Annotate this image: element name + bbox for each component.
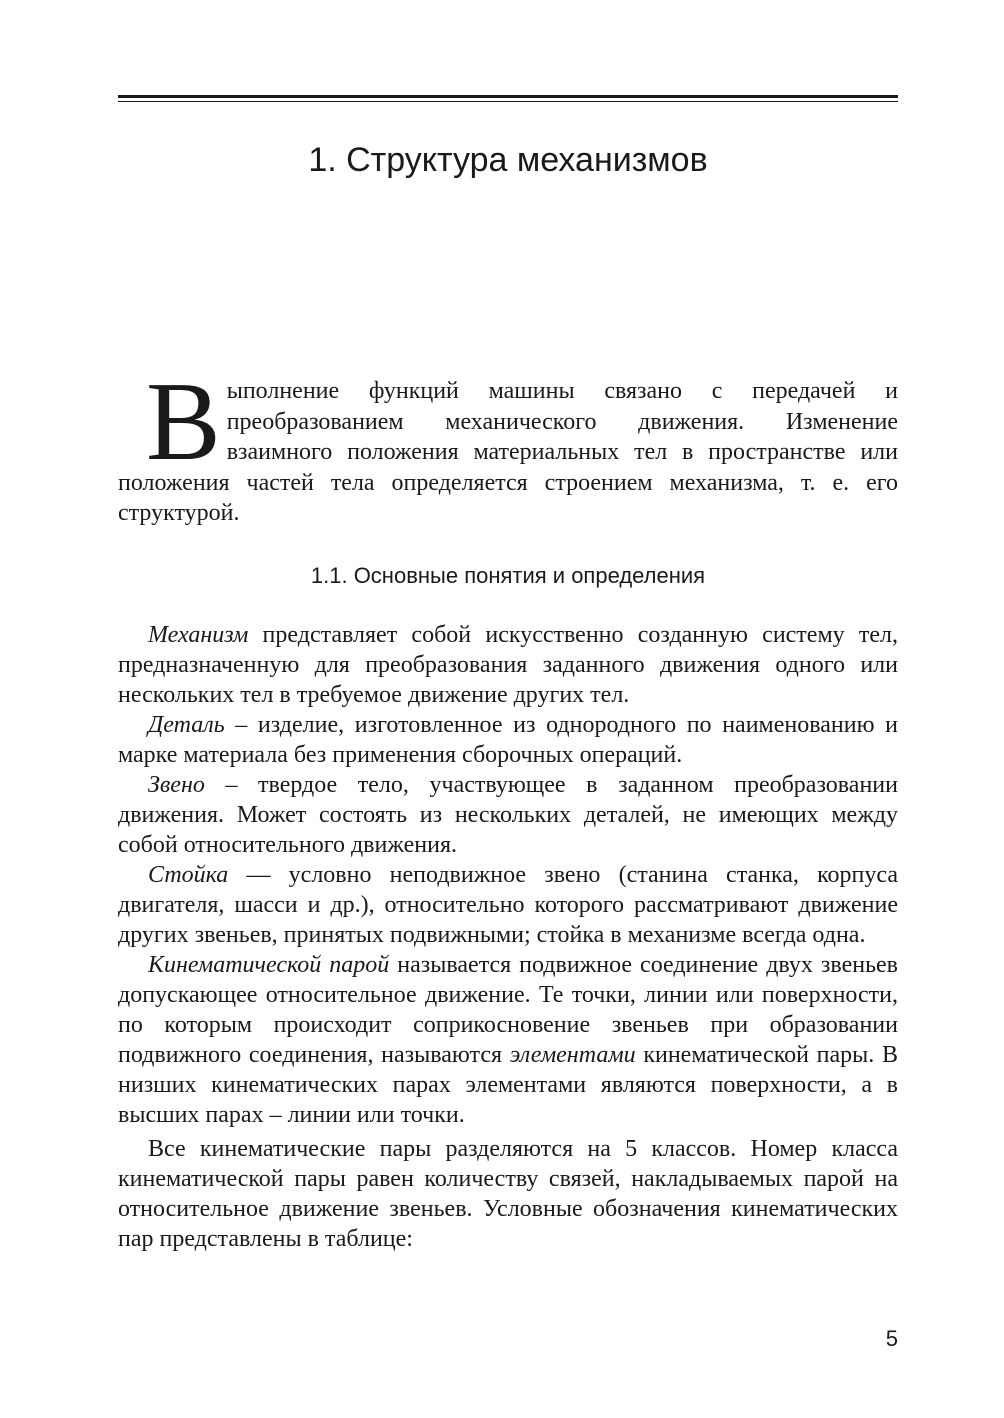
term: Стойка (148, 862, 229, 888)
definition-text: называется подвижное соединение двух звеньев допускающее относительное движение. Те точки, линии или поверхности, по которым происходит соприкосновение звеньев при образовании подвижного соединения, называются (118, 952, 898, 1068)
definition-kinematic-pair (118, 950, 898, 1130)
term: Кинематической парой (148, 952, 390, 978)
term: Деталь (148, 712, 225, 738)
intro-paragraph (118, 360, 898, 529)
header-rule-thick (118, 95, 898, 98)
term: элементами (509, 1042, 636, 1068)
term: Механизм (148, 622, 249, 648)
drop-cap: В (146, 360, 221, 484)
definition-mechanism (118, 620, 898, 710)
intro-text: ыполнение функций машины связано с передачей и преобразованием механического движения. Изменение взаимного положения материальных тел в пространстве или положения частей тела определяется строением механизма, т. е. его структурой. (118, 378, 898, 526)
classes-paragraph: Все кинематические пары разделяются на 5 классов. Номер класса кинематической пары равен количеству связей, накладываемых парой на относительное движение звеньев. Условные обозначения кинематических пар представлены в таблице: (118, 1136, 898, 1252)
definition-text: – изделие, изготовленное из однородного по наименованию и марке материала без применения сборочных операций. (118, 712, 898, 768)
term: Звено (148, 772, 205, 798)
definition-text: кинематической пары. В низших кинематических парах элементами являются поверхности, а в высших парах – линии или точки. (118, 1042, 898, 1128)
definition-frame (118, 860, 898, 950)
definition-text: – твердое тело, участвующее в заданном преобразовании движения. Может состоять из нескольких деталей, не имеющих между собой относительного движения. (118, 772, 898, 858)
header-rule-thin (118, 101, 898, 102)
definition-detail (118, 710, 898, 770)
chapter-title: 1. Структура механизмов (308, 141, 708, 179)
definition-text: — условно неподвижное звено (станина станка, корпуса двигателя, шасси и др.), относительно которого рассматривают движение других звеньев, принятых подвижными; стойка в механизме всегда одна. (118, 862, 898, 948)
definition-link (118, 770, 898, 860)
body-text (118, 620, 898, 1254)
page-number: 5 (885, 1326, 898, 1351)
definition-text: представляет собой искусственно созданную систему тел, предназначенную для преобразования заданного движения одного или нескольких тел в требуемое движение других тел. (118, 622, 898, 708)
section-title: 1.1. Основные понятия и определения (310, 563, 706, 588)
